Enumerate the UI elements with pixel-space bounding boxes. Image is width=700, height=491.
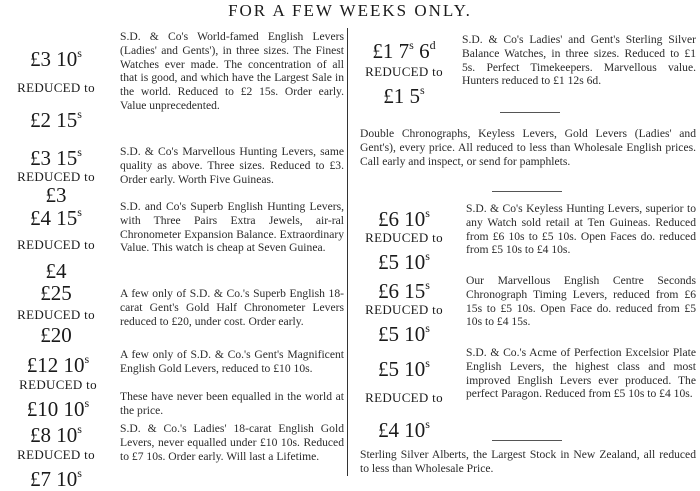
price-block xyxy=(0,201,112,282)
original-price: £25 xyxy=(40,281,72,305)
price-block xyxy=(352,352,456,441)
watch-listing-5 xyxy=(0,348,346,421)
section-rule xyxy=(500,112,560,113)
listing-description: A few only of S.D. & Co.'s Gent's Magnificent English Gold Levers, reduced to £10 10s. xyxy=(120,348,344,375)
reduced-to-label: REDUCED to xyxy=(365,390,443,405)
listing-note: These have never been equalled in the world at the price. xyxy=(120,390,344,417)
keyless-listing xyxy=(352,198,698,274)
listing-description: S.D. & Co's Marvellous Hunting Levers, same quality as above. Three sizes. Reduced to £3. Order early. Worth Five Guineas. xyxy=(120,145,344,186)
price-block xyxy=(0,418,112,490)
reduced-to-label: REDUCED to xyxy=(17,80,95,95)
reduced-price: £4 xyxy=(45,259,67,283)
original-price: £4 15$^s$ xyxy=(30,205,82,230)
reduced-to-label: REDUCED to xyxy=(365,230,443,245)
reduced-price: £4 10$^s$ xyxy=(378,417,430,442)
acme-listing xyxy=(352,344,698,442)
reduced-price: £7 10$^s$ xyxy=(30,466,82,491)
watch-listing-1 xyxy=(0,28,346,140)
watch-listing-6 xyxy=(0,418,346,491)
reduced-to-label: REDUCED to xyxy=(17,237,95,252)
original-price: £12 10$^s$ xyxy=(26,352,90,377)
watch-listing-4 xyxy=(0,282,346,346)
original-price: £8 10$^s$ xyxy=(30,422,82,447)
page-header: FOR A FEW WEEKS ONLY. xyxy=(228,1,472,20)
price-block xyxy=(0,42,112,131)
reduced-to-label: REDUCED to xyxy=(17,169,95,184)
price-block xyxy=(0,348,116,420)
price-block xyxy=(0,141,112,206)
reduced-price: £5 10$^s$ xyxy=(378,249,430,274)
original-price: £6 15$^s$ xyxy=(378,278,430,303)
reduced-to-label: REDUCED to xyxy=(365,302,443,317)
reduced-price: £1 5$^s$ xyxy=(383,83,425,108)
chronograph-listing xyxy=(352,270,698,346)
original-price: £5 10$^s$ xyxy=(378,356,430,381)
reduced-price: £5 10$^s$ xyxy=(378,321,430,346)
original-price: £1 7$^s$ 6$^d$ xyxy=(372,38,436,63)
price-block xyxy=(0,282,112,346)
reduced-price: £10 10$^s$ xyxy=(26,396,90,421)
listing-description: A few only of S.D. & Co.'s Superb English 18-carat Gent's Gold Half Chronometer Levers reduced to £20, under cost. Order early. xyxy=(120,287,344,328)
listing-description: S.D. & Co.'s Ladies' 18-carat English Gold Levers, never equalled under £10 10s. Reduced to £7 10s. Order early. Will last a Lifetime. xyxy=(120,422,344,463)
reduced-price: £3 xyxy=(45,183,67,207)
alberts-notice: Sterling Silver Alberts, the Largest Stock in New Zealand, all reduced to less than Wholesale Price. xyxy=(360,448,696,475)
price-block xyxy=(352,34,456,107)
reduced-to-label: REDUCED to xyxy=(365,64,443,79)
price-block xyxy=(352,202,456,273)
reduced-to-label: REDUCED to xyxy=(19,377,97,392)
silver-watch-listing xyxy=(352,28,698,108)
listing-description: S.D. & Co's World-famed English Levers (Ladies' and Gents'), in three sizes. The Finest Watches ever made. The concentration of all that is good, and which have the Largest Sale in the world. Reduced to £2 15s. Order early. Value unprecedented. xyxy=(120,30,344,112)
original-price: £3 10$^s$ xyxy=(30,46,82,71)
reduced-price: £2 15$^s$ xyxy=(30,107,82,132)
section-rule xyxy=(492,191,562,192)
column-divider xyxy=(347,28,348,476)
listing-description: Our Marvellous English Centre Seconds Chronograph Timing Levers, reduced from £6 15s to £5 10s. Open Face do. reduced from £5 10s to £4 15s. xyxy=(466,274,696,329)
reduced-to-label: REDUCED to xyxy=(17,447,95,462)
watch-listing-3 xyxy=(0,200,346,283)
original-price: £6 10$^s$ xyxy=(378,206,430,231)
listing-description: S.D. & Co's Ladies' and Gent's Sterling Silver Balance Watches, in three sizes. Reduced to £1 5s. Perfect Timekeepers. Marvellous value. Hunters reduced to £1 12s 6d. xyxy=(462,33,696,88)
price-block xyxy=(352,274,456,345)
listing-description: S.D. and Co's Superb English Hunting Levers, with Three Pairs Extra Jewels, air-ral Chronometer Expansion Balance. Extraordinary Value. This watch is cheap at Seven Guinea. xyxy=(120,200,344,255)
reduced-to-label: REDUCED to xyxy=(17,307,95,322)
watch-listing-2 xyxy=(0,140,346,207)
original-price: £3 15$^s$ xyxy=(30,145,82,170)
listing-description: S.D. & Co's Keyless Hunting Levers, superior to any Watch sold retail at Ten Guineas. Reduced from £6 10s to £5 10s. Open Faces do. reduced from £5 10s to £4 10s. xyxy=(466,202,696,257)
listing-description: S.D. & Co.'s Acme of Perfection Excelsior Plate English Levers, the highest class and most improved English Levers ever produced. The perfect Paragon. Reduced from £5 10s to £4 10s. xyxy=(466,346,696,401)
section-rule xyxy=(492,440,562,441)
chronographs-notice: Double Chronographs, Keyless Levers, Gold Levers (Ladies' and Gent's), every price. All reduced to less than Wholesale English prices. Call early and inspect, or send for pamphlets. xyxy=(360,127,696,168)
reduced-price: £20 xyxy=(40,323,72,347)
